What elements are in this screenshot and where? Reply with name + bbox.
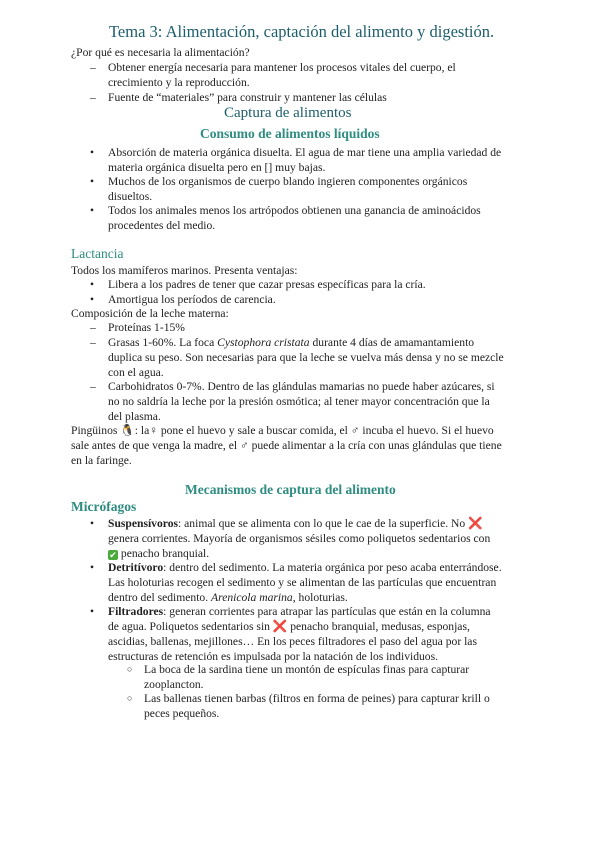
- filtradores-sub-2: Las ballenas tienen barbas (filtros en forma de peines) para capturar krill o peces pequeños.: [144, 692, 490, 720]
- term-suspensivoros: Suspensívoros: [108, 517, 179, 530]
- bullet-marker: •: [90, 175, 95, 188]
- bullet-marker: •: [90, 605, 95, 618]
- term-detritivoro: Detritívoro: [108, 561, 164, 574]
- cross-icon: ❌: [468, 517, 483, 530]
- lactancia-ventaja-2: Amortigua los períodos de carencia.: [108, 293, 276, 306]
- detritivoro-item: Detritívoro: dentro del sedimento. La materia orgánica por peso acaba enterrándose. Las holoturias recogen el sedimento y se alimentan de las partículas que encuentran dentro del sedimento. Arenicola marina, holoturias.: [108, 561, 502, 604]
- lactancia-heading: Lactancia: [71, 246, 124, 261]
- consumo-point-3: Todos los animales menos los artrópodos obtienen una ganancia de aminoácidos procedentes del medio.: [108, 204, 481, 232]
- pinguinos-paragraph: Pingüinos 🐧: la♀ pone el huevo y sale a buscar comida, el ♂ incuba el huevo. Si el huevo sale antes de que venga la madre, el ♂ puede alimentar a la cría con unas glándulas que tiene en la faringe.: [71, 424, 502, 467]
- consumo-point-1: Absorción de materia orgánica disuelta. El agua de mar tiene una amplia variedad de materia orgánica disuelta pero en [] muy bajas.: [108, 146, 502, 174]
- composicion-label: Composición de la leche materna:: [71, 307, 229, 320]
- bullet-marker: •: [90, 561, 95, 574]
- bullet-marker: •: [90, 146, 95, 159]
- composicion-carbohidratos: Carbohidratos 0-7%. Dentro de las glándulas mamarias no puede haber azúcares, si no no saldría la leche por la presión osmótica; al tener mayor concentración que la del plasma.: [108, 380, 495, 423]
- bullet-marker: •: [90, 293, 95, 306]
- circle-marker: ○: [127, 664, 133, 674]
- cross-icon: ❌: [272, 620, 288, 633]
- intro-point-1: Obtener energía necesaria para mantener los procesos vitales del cuerpo, el crecimiento y la reproducción.: [108, 61, 456, 89]
- bullet-marker: •: [90, 517, 95, 530]
- filtradores-item: Filtradores: generan corrientes para atrapar las partículas que están en la columna de agua. Poliquetos sedentarios sin ❌ penacho branquial, medusas, esponjas, ascidias, ballenas, mejillones… En los peces filtradores el paso del agua por las estructuras de retención es impulsada por la natación de los individuos.: [108, 605, 491, 663]
- section-heading-mecanismos: Mecanismos de captura del alimento: [185, 482, 396, 497]
- check-icon: ✔: [109, 550, 117, 560]
- microfagos-heading: Micrófagos: [71, 499, 137, 514]
- lactancia-intro: Todos los mamíferos marinos. Presenta ventajas:: [71, 264, 298, 277]
- intro-question: ¿Por qué es necesaria la alimentación?: [71, 46, 250, 59]
- bullet-marker: •: [90, 204, 95, 217]
- bullet-marker: •: [90, 278, 95, 291]
- section-heading-captura: Captura de alimentos: [224, 105, 352, 121]
- dash-marker: –: [90, 336, 96, 349]
- lactancia-ventaja-1: Libera a los padres de tener que cazar presas específicas para la cría.: [108, 278, 426, 291]
- intro-point-2: Fuente de “materiales” para construir y mantener las células: [108, 91, 387, 104]
- circle-marker: ○: [127, 693, 133, 703]
- species-name: Cystophora cristata: [217, 336, 310, 349]
- composicion-grasas: Grasas 1-60%. La foca Cystophora cristata durante 4 días de amamantamiento duplica su peso. Son necesarias para que la leche se vuelva más densa y no se mezcle con el agua.: [108, 336, 504, 379]
- penguin-icon: 🐧: [120, 424, 135, 437]
- species-name: Arenicola marina: [211, 591, 293, 604]
- dash-marker: –: [90, 61, 96, 74]
- page-title: Tema 3: Alimentación, captación del alimento y digestión.: [109, 22, 495, 41]
- dash-marker: –: [90, 321, 96, 334]
- subsection-heading-consumo: Consumo de alimentos líquidos: [200, 126, 380, 141]
- dash-marker: –: [90, 380, 96, 393]
- suspensivoros-item: Suspensívoros: animal que se alimenta con lo que le cae de la superficie. No ❌ genera corrientes. Mayoría de organismos sésiles como poliquetos sedentarios con ✔ penacho branquial.: [108, 517, 491, 560]
- filtradores-sub-1: La boca de la sardina tiene un montón de espículas finas para capturar zooplancton.: [144, 663, 470, 691]
- composicion-proteinas: Proteínas 1-15%: [108, 321, 185, 334]
- term-filtradores: Filtradores: [108, 605, 164, 618]
- dash-marker: –: [90, 91, 96, 104]
- consumo-point-2: Muchos de los organismos de cuerpo blando ingieren componentes orgánicos disueltos.: [108, 175, 468, 203]
